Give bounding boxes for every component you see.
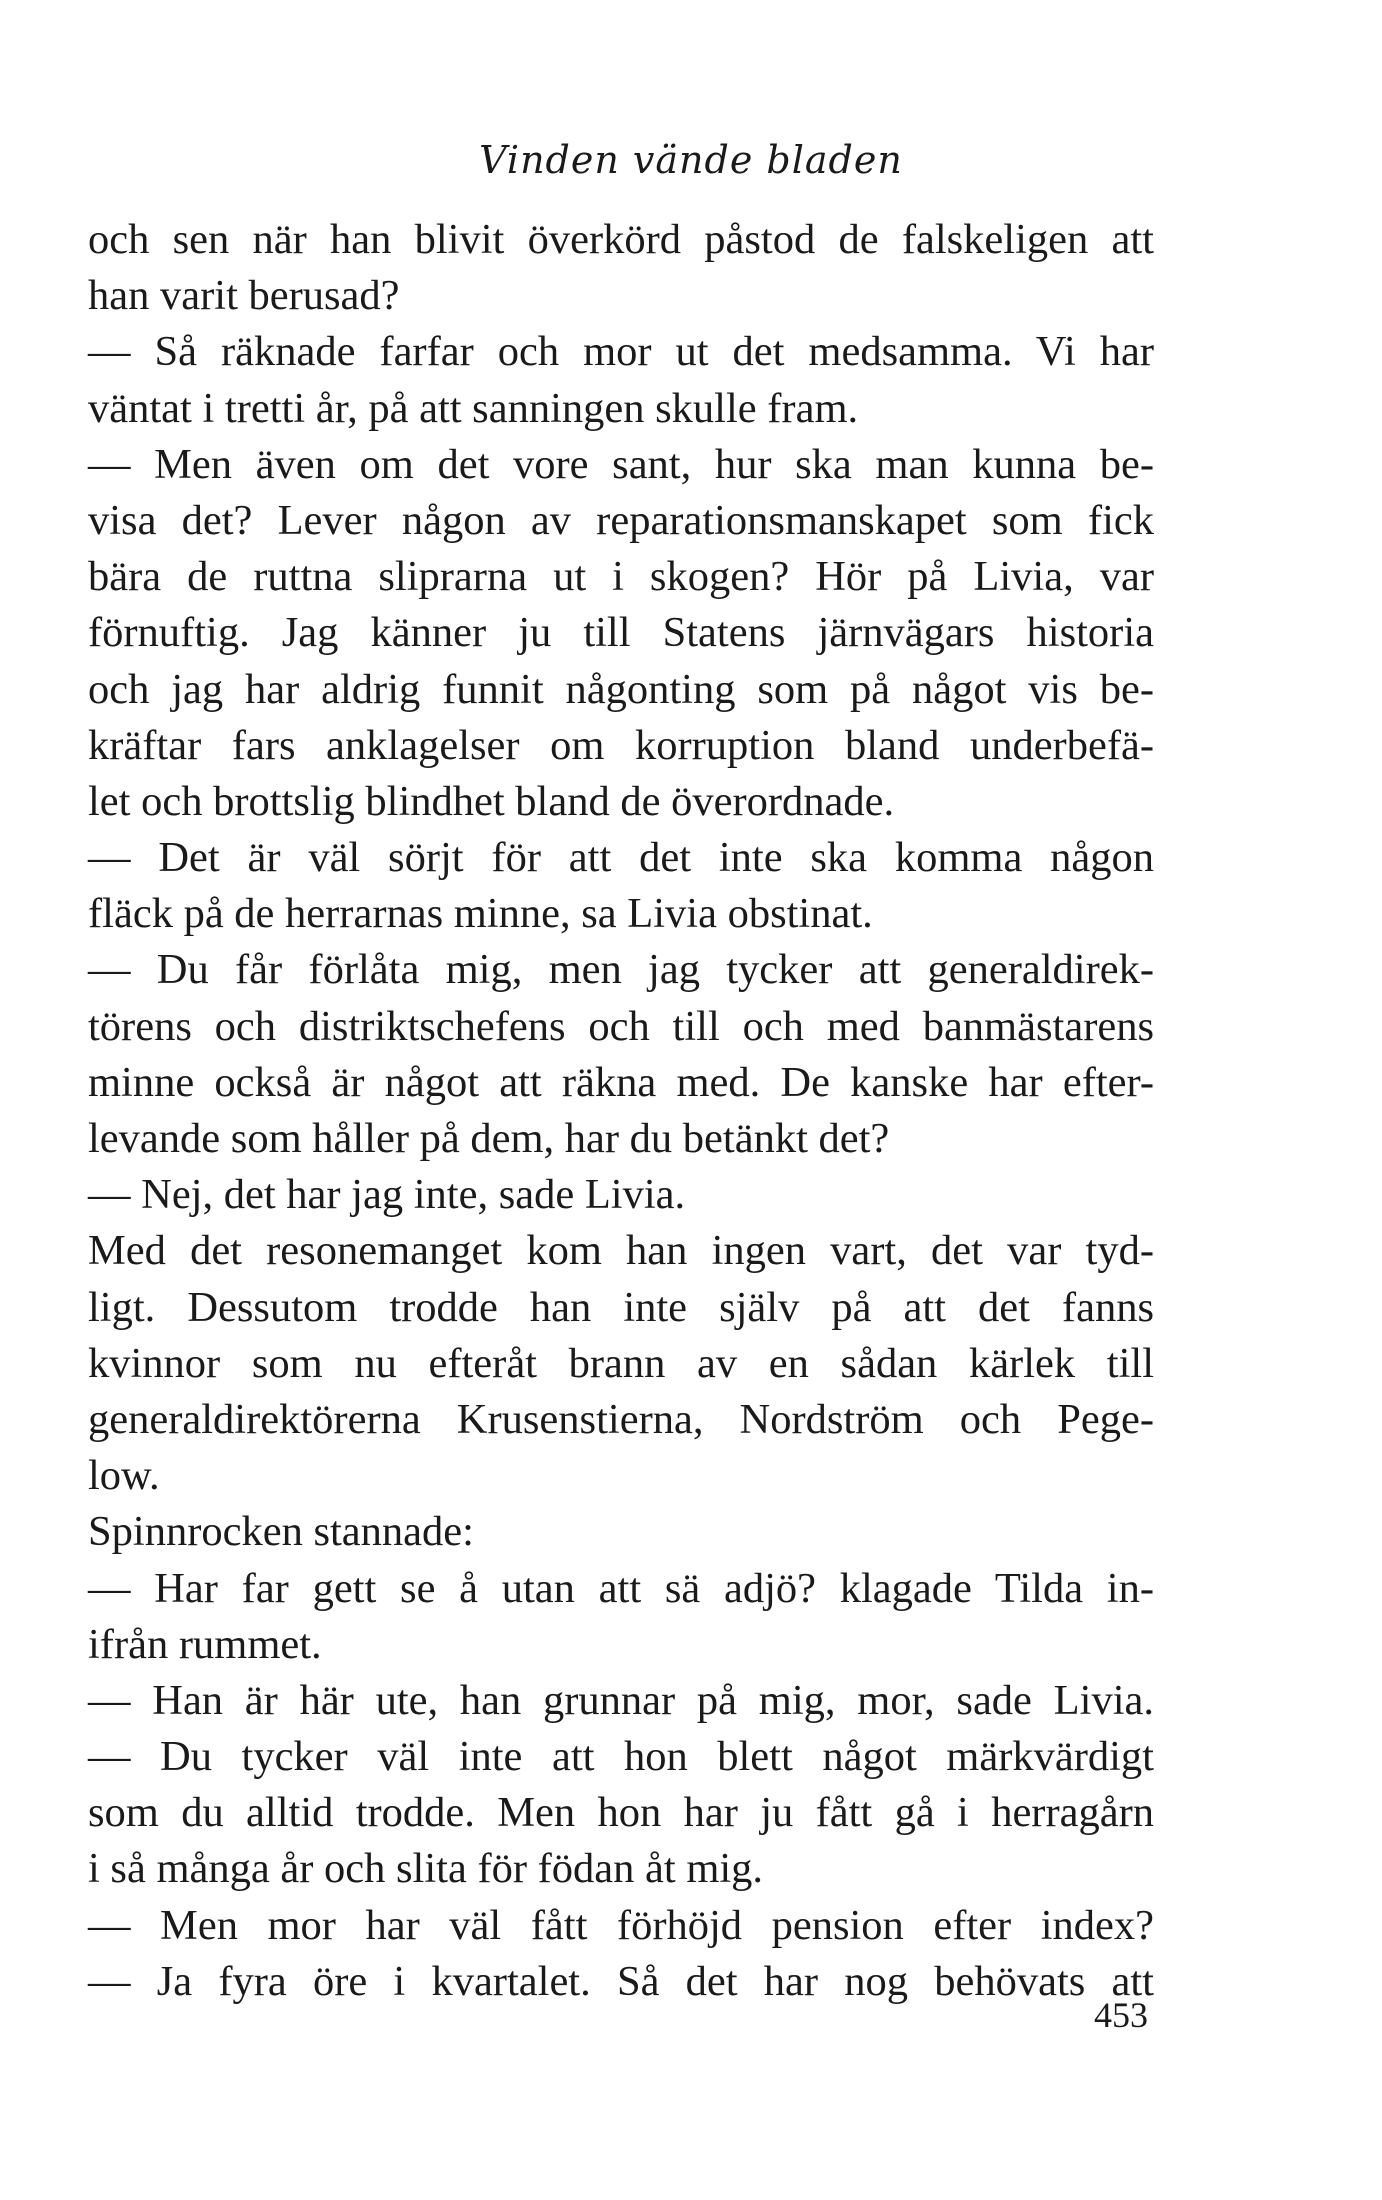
text-line: — Nej, det har jag inte, sade Livia.: [88, 1171, 686, 1219]
text-line: — Ja fyra öre i kvartalet. Så det har nog behövats att: [88, 1957, 1154, 2005]
text-line: väntat i tretti år, på att sanningen skulle fram.: [88, 384, 859, 432]
page-number: 453: [1094, 1995, 1148, 2035]
text-line: — Du får förlåta mig, men jag tycker att generaldirek-: [88, 946, 1154, 994]
text-line: och sen när han blivit överkörd påstod de falskeligen att: [88, 216, 1154, 263]
running-header: Vinden vände bladen: [479, 138, 903, 182]
text-line: fläck på de herrarnas minne, sa Livia obstinat.: [88, 890, 873, 938]
text-line: ligt. Dessutom trodde han inte själv på att det fanns: [88, 1283, 1154, 1331]
text-line: och jag har aldrig funnit någonting som på något vis be-: [88, 665, 1154, 713]
body-text: [88, 212, 1154, 2010]
text-line: — Men även om det vore sant, hur ska man kunna be-: [88, 440, 1154, 488]
text-line: visa det? Lever någon av reparationsmanskapet som fick: [88, 496, 1154, 544]
text-line: törens och distriktschefens och till och med banmästarens: [88, 1002, 1154, 1050]
text-line: levande som håller på dem, har du betänkt det?: [88, 1115, 890, 1162]
text-line: let och brottslig blindhet bland de överordnade.: [88, 777, 895, 825]
text-line: — Det är väl sörjt för att det inte ska komma någon: [88, 834, 1154, 882]
text-line: — Men mor har väl fått förhöjd pension efter index?: [88, 1901, 1154, 1949]
text-line: — Han är här ute, han grunnar på mig, mor, sade Livia.: [88, 1676, 1154, 1724]
text-line: i så många år och slita för födan åt mig.: [88, 1845, 764, 1893]
text-line: — Har far gett se å utan att sä adjö? klagade Tilda in-: [88, 1564, 1154, 1612]
text-line: generaldirektörerna Krusenstierna, Nordström och Pege-: [88, 1395, 1154, 1443]
text-line: minne också är något att räkna med. De kanske har efter-: [88, 1058, 1154, 1106]
text-line: han varit berusad?: [88, 272, 400, 320]
text-line: Spinnrocken stannade:: [88, 1508, 474, 1556]
text-line: kvinnor som nu efteråt brann av en sådan kärlek till: [88, 1339, 1154, 1387]
text-line: bära de ruttna sliprarna ut i skogen? Hör på Livia, var: [88, 553, 1154, 601]
text-line: Med det resonemanget kom han ingen vart, det var tyd-: [88, 1227, 1154, 1275]
text-line: — Så räknade farfar och mor ut det medsamma. Vi har: [88, 328, 1154, 376]
text-line: som du alltid trodde. Men hon har ju fått gå i herragårn: [88, 1789, 1154, 1837]
text-line: — Du tycker väl inte att hon blett något märkvärdigt: [88, 1733, 1154, 1781]
text-line: ifrån rummet.: [88, 1620, 322, 1668]
text-line: kräftar fars anklagelser om korruption bland underbefä-: [88, 721, 1154, 769]
text-line: förnuftig. Jag känner ju till Statens järnvägars historia: [88, 609, 1154, 657]
text-line: low.: [88, 1452, 160, 1500]
